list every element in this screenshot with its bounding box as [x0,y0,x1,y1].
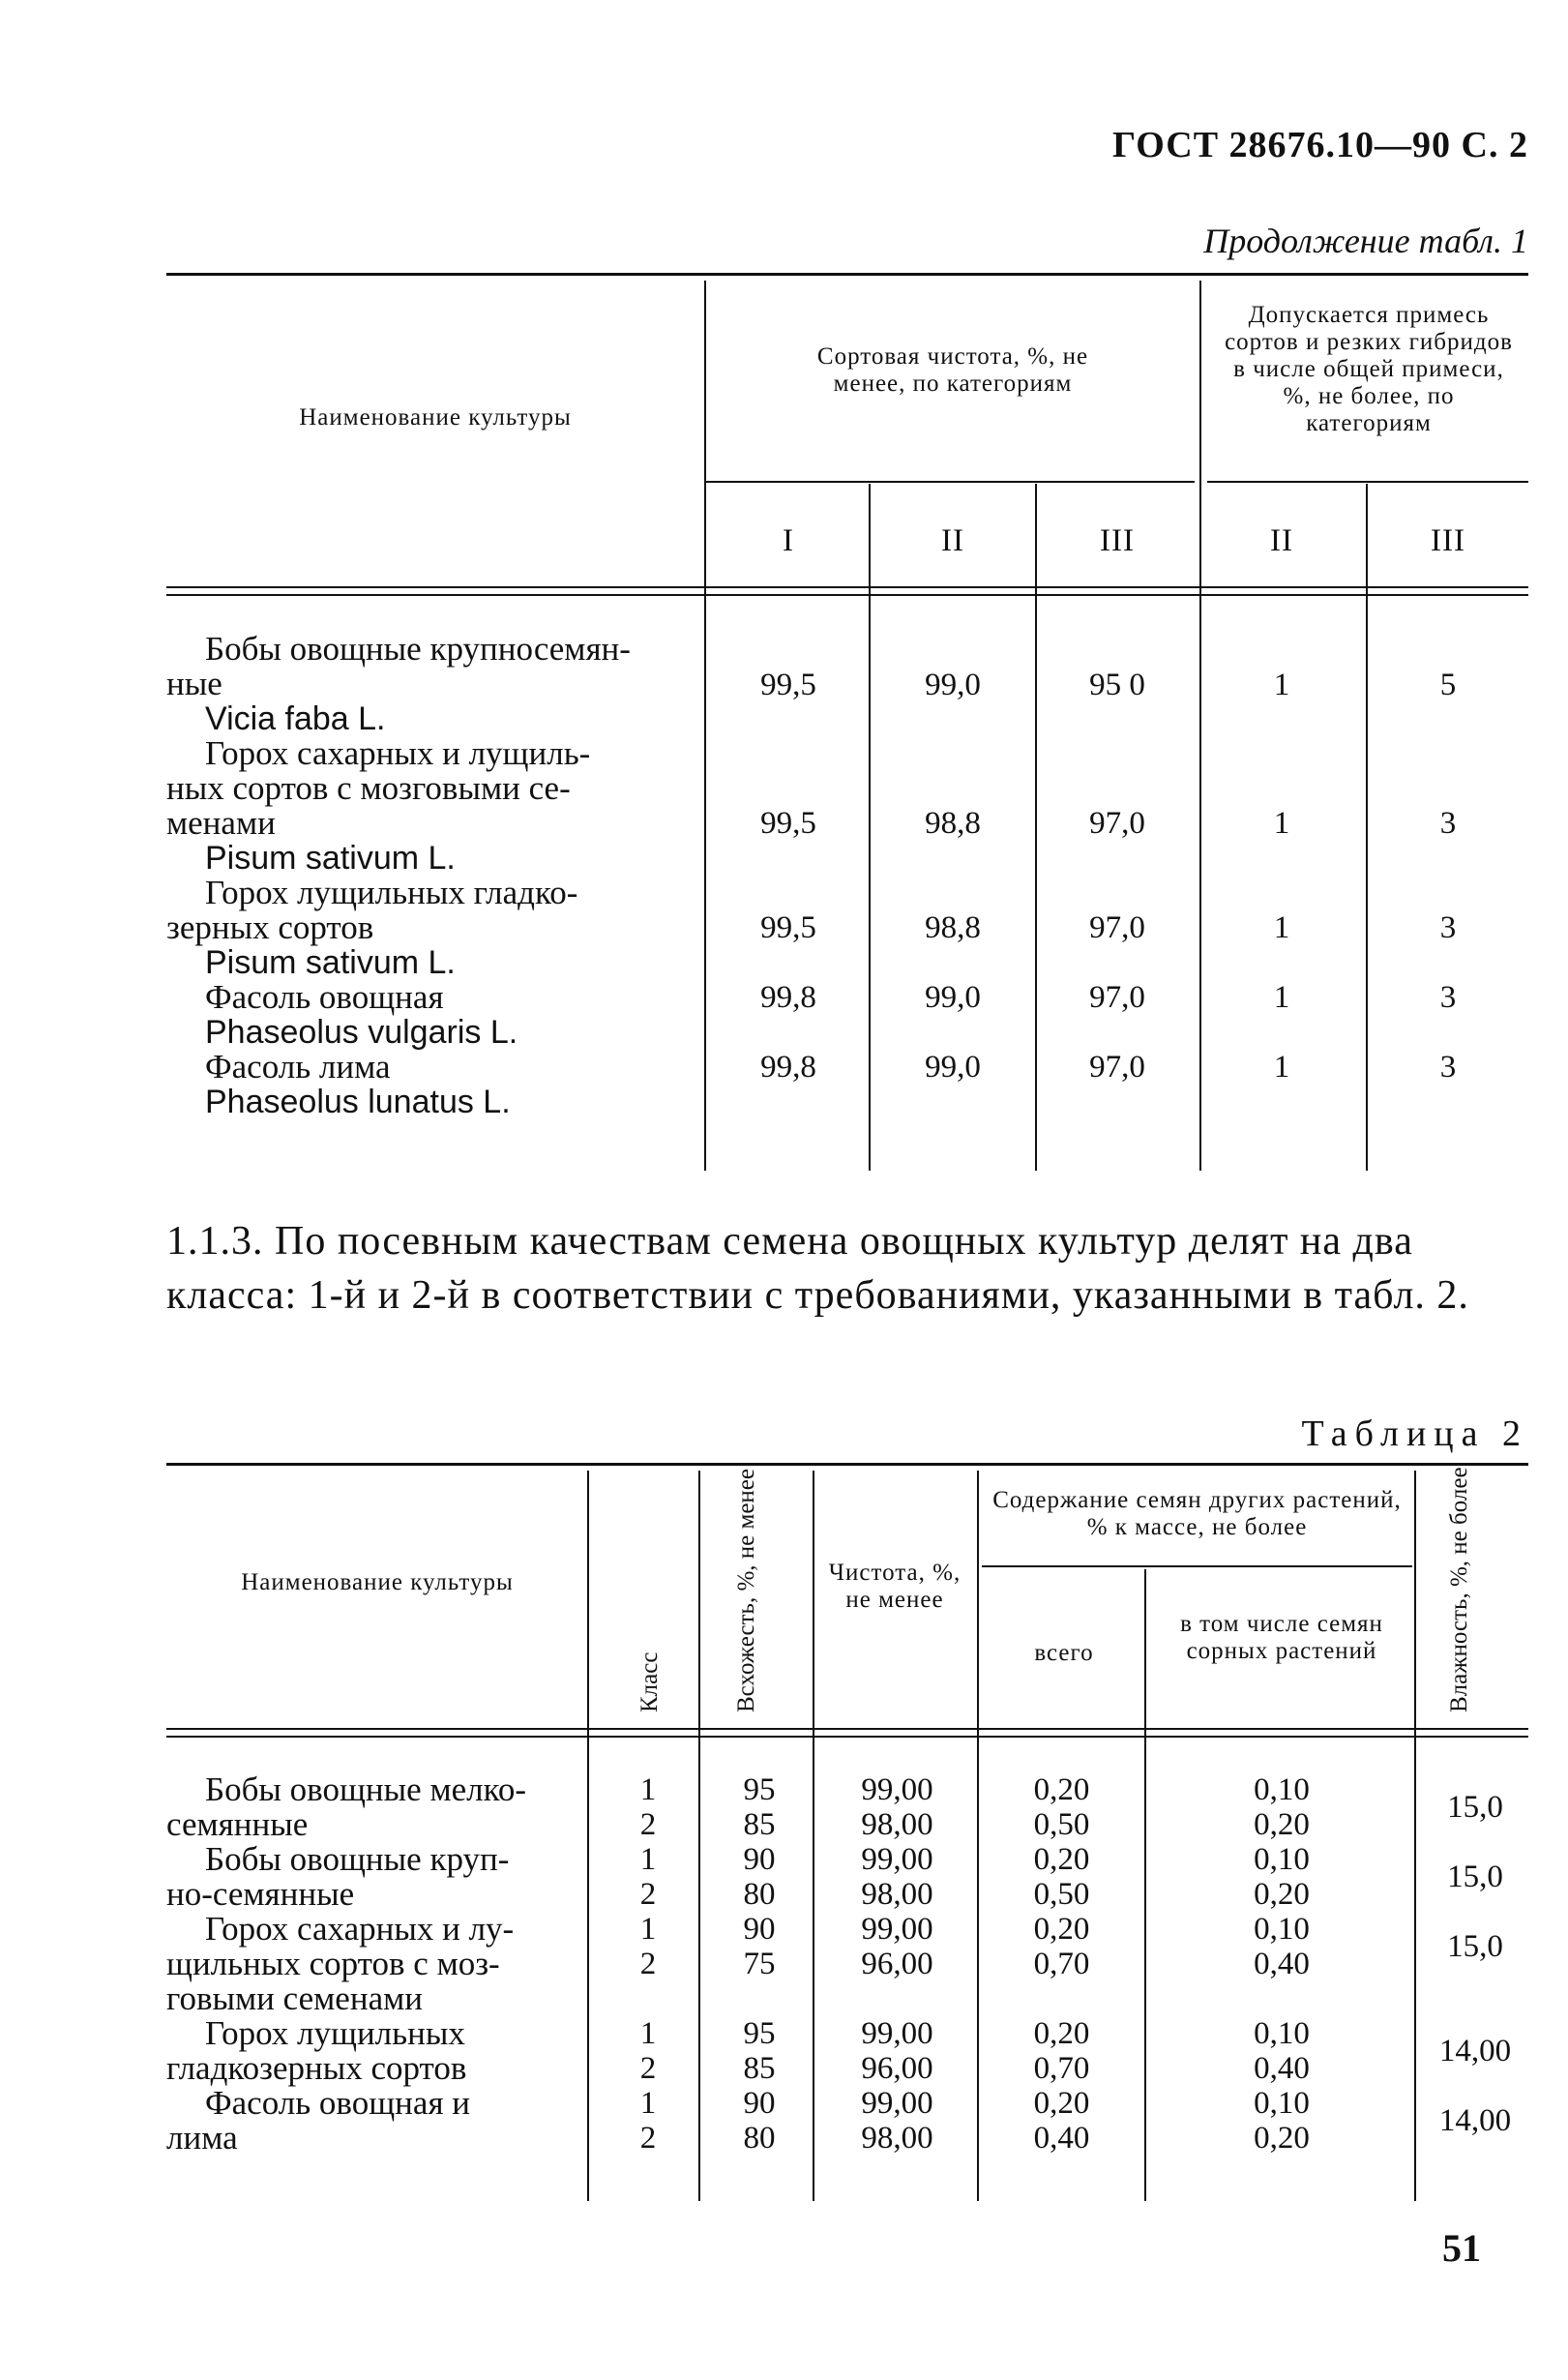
cell: 0,50 [1033,1877,1090,1912]
cell: 99,5 [760,910,816,945]
t2-vline-6 [1414,1471,1416,2201]
cell: 1 [639,1842,657,1877]
t2-col-name-header: Наименование культуры [241,1569,514,1595]
cell: 15,0 [1447,1929,1503,1964]
t1-sub-header: II [941,523,964,558]
cell: 0,10 [1254,1772,1310,1807]
crop-name: семянные [166,1805,309,1843]
t2-col-germination-header: Всхожесть, %, не менее [733,1469,759,1712]
cell: 3 [1439,806,1457,841]
cell: 0,20 [1033,2016,1090,2051]
table-1-admix-subrule [1207,481,1528,483]
cell: 2 [639,1947,657,1981]
cell: 80 [743,2121,776,2156]
cell: 95 [743,2016,776,2051]
table-2-top-rule [166,1463,1528,1466]
table-1-purity-subrule [706,481,1195,483]
crop-name: Бобы овощные мелко- [205,1770,526,1808]
crop-latin-name: Pisum sativum L. [205,840,456,877]
crop-name: Фасоль лима [205,1048,391,1086]
cell: 90 [743,2086,776,2121]
cell: 1 [1273,1050,1290,1085]
crop-name: Горох лущильных гладко- [205,874,578,911]
crop-name: лима [166,2119,238,2157]
cell: 99,00 [861,2016,933,2051]
cell: 97,0 [1089,806,1145,841]
cell: 2 [639,2121,657,2156]
t2-vline-2 [698,1471,700,2201]
cell: 2 [639,1807,657,1842]
table-2-header-rule [166,1728,1528,1730]
crop-name: гладкозерных сортов [166,2049,467,2087]
cell: 15,0 [1447,1790,1503,1825]
t2-col-purity-header: Чистота, %, не менее [828,1560,962,1613]
cell: 99,00 [861,1912,933,1947]
section-paragraph: 1.1.3. По посевным качествам семена овощных культур делят на два класса: 1-й и 2-й в соответствии с требованиями, указанными в табл. 2. [166,1219,1469,1318]
page-number: 51 [1442,2226,1481,2270]
cell: 96,00 [861,2051,933,2086]
t2-col-total-header: всего [1034,1640,1094,1666]
t2-vline-5 [1144,1569,1146,2201]
cell: 14,00 [1438,2034,1512,2068]
t1-sub-header: III [1100,523,1135,558]
t2-col-weeds-header: в том числе семян сорных растений [1180,1611,1383,1664]
t1-sub-header: II [1270,523,1293,558]
t1-col-admix-header: Допускается примесь сортов и резких гибридов в числе общей примеси, %, не более, по категориям [1225,302,1513,436]
cell: 0,20 [1033,1772,1090,1807]
cell: 85 [743,1807,776,1842]
cell: 99,0 [925,980,981,1015]
cell: 15,0 [1447,1859,1503,1894]
cell: 80 [743,1877,776,1912]
crop-name: Бобы овощные крупносемян- [205,630,631,668]
crop-name: Горох лущильных [205,2014,465,2052]
cell: 0,70 [1033,2051,1090,2086]
cell: 1 [639,2086,657,2121]
cell: 14,00 [1438,2103,1512,2138]
cell: 3 [1439,1050,1457,1085]
table-2-header-rule-2 [166,1736,1528,1738]
cell: 3 [1439,980,1457,1015]
t2-vline-4 [977,1471,979,2201]
table-2-title: Таблица 2 [1301,1413,1528,1454]
cell: 0,20 [1033,2086,1090,2121]
cell: 95 0 [1089,668,1145,702]
cell: 3 [1439,910,1457,945]
cell: 0,20 [1254,1807,1310,1842]
cell: 90 [743,1842,776,1877]
crop-latin-name: Vicia faba L. [205,700,386,737]
cell: 90 [743,1912,776,1947]
t1-vline-5 [1366,484,1368,1171]
cell: 98,00 [861,2121,933,2156]
cell: 0,40 [1254,2051,1310,2086]
crop-latin-name: Pisum sativum L. [205,944,456,981]
t1-sub-header: III [1431,523,1465,558]
cell: 98,8 [925,806,981,841]
crop-name: ных сортов с мозговыми се- [166,769,571,807]
cell: 0,10 [1254,2016,1310,2051]
crop-name: Фасоль овощная и [205,2084,471,2122]
cell: 99,5 [760,668,816,702]
cell: 0,40 [1033,2121,1090,2156]
cell: 98,00 [861,1807,933,1842]
cell: 1 [639,1912,657,1947]
cell: 0,20 [1033,1842,1090,1877]
crop-name: Горох сахарных и лу- [205,1910,515,1948]
t1-vline-3 [1035,484,1037,1171]
t1-col-purity-header: Сортовая чистота, %, не менее, по категориям [816,343,1089,397]
cell: 96,00 [861,1947,933,1981]
cell: 0,10 [1254,2086,1310,2121]
cell: 97,0 [1089,980,1145,1015]
cell: 0,10 [1254,1842,1310,1877]
table-1-top-rule [166,273,1528,276]
crop-name: ные [166,665,222,702]
cell: 1 [1273,668,1290,702]
cell: 1 [639,2016,657,2051]
cell: 1 [1273,806,1290,841]
t2-vline-1 [587,1471,589,2201]
cell: 0,70 [1033,1947,1090,1981]
crop-name: менами [166,804,276,842]
crop-name: говыми семенами [166,1979,423,2017]
cell: 99,00 [861,1842,933,1877]
crop-latin-name: Phaseolus lunatus L. [205,1084,511,1120]
crop-name: зерных сортов [166,908,374,946]
cell: 95 [743,1772,776,1807]
table-1-header-rule-2 [166,594,1528,596]
cell: 85 [743,2051,776,2086]
cell: 98,00 [861,1877,933,1912]
cell: 99,5 [760,806,816,841]
crop-name: но-семянные [166,1875,355,1913]
document-header: ГОСТ 28676.10—90 С. 2 [1112,125,1528,165]
cell: 2 [639,2051,657,2086]
cell: 97,0 [1089,1050,1145,1085]
cell: 0,20 [1254,2121,1310,2156]
crop-name: Горох сахарных и лущиль- [205,734,591,772]
cell: 1 [1273,910,1290,945]
cell: 0,20 [1254,1877,1310,1912]
cell: 97,0 [1089,910,1145,945]
table-1-header-rule [166,586,1528,588]
t1-vline-2 [869,484,871,1171]
cell: 99,00 [861,2086,933,2121]
crop-name: щильных сортов с моз- [166,1945,500,1982]
table-continuation-caption: Продолжение табл. 1 [1203,222,1528,260]
cell: 2 [639,1877,657,1912]
t1-col-name-header: Наименование культуры [299,404,572,431]
cell: 99,00 [861,1772,933,1807]
t1-sub-header: I [783,523,794,558]
cell: 1 [1273,980,1290,1015]
t2-col-class-header: Класс [636,1651,663,1712]
t2-col-others-header: Содержание семян других растений, % к массе, не более [992,1487,1402,1540]
t1-vline-4 [1199,281,1201,1171]
cell: 98,8 [925,910,981,945]
table-2-others-subrule [982,1565,1412,1567]
cell: 0,50 [1033,1807,1090,1842]
t2-vline-3 [813,1471,814,2201]
cell: 5 [1439,668,1457,702]
cell: 99,8 [760,980,816,1015]
t1-vline-1 [704,281,706,1171]
cell: 99,8 [760,1050,816,1085]
cell: 99,0 [925,668,981,702]
cell: 0,20 [1033,1912,1090,1947]
cell: 1 [639,1772,657,1807]
cell: 0,40 [1254,1947,1310,1981]
crop-name: Фасоль овощная [205,978,444,1016]
t2-col-moisture-header: Влажность, %, не более [1446,1467,1472,1712]
crop-name: Бобы овощные круп- [205,1840,510,1878]
cell: 75 [743,1947,776,1981]
crop-latin-name: Phaseolus vulgaris L. [205,1014,518,1051]
cell: 0,10 [1254,1912,1310,1947]
cell: 99,0 [925,1050,981,1085]
